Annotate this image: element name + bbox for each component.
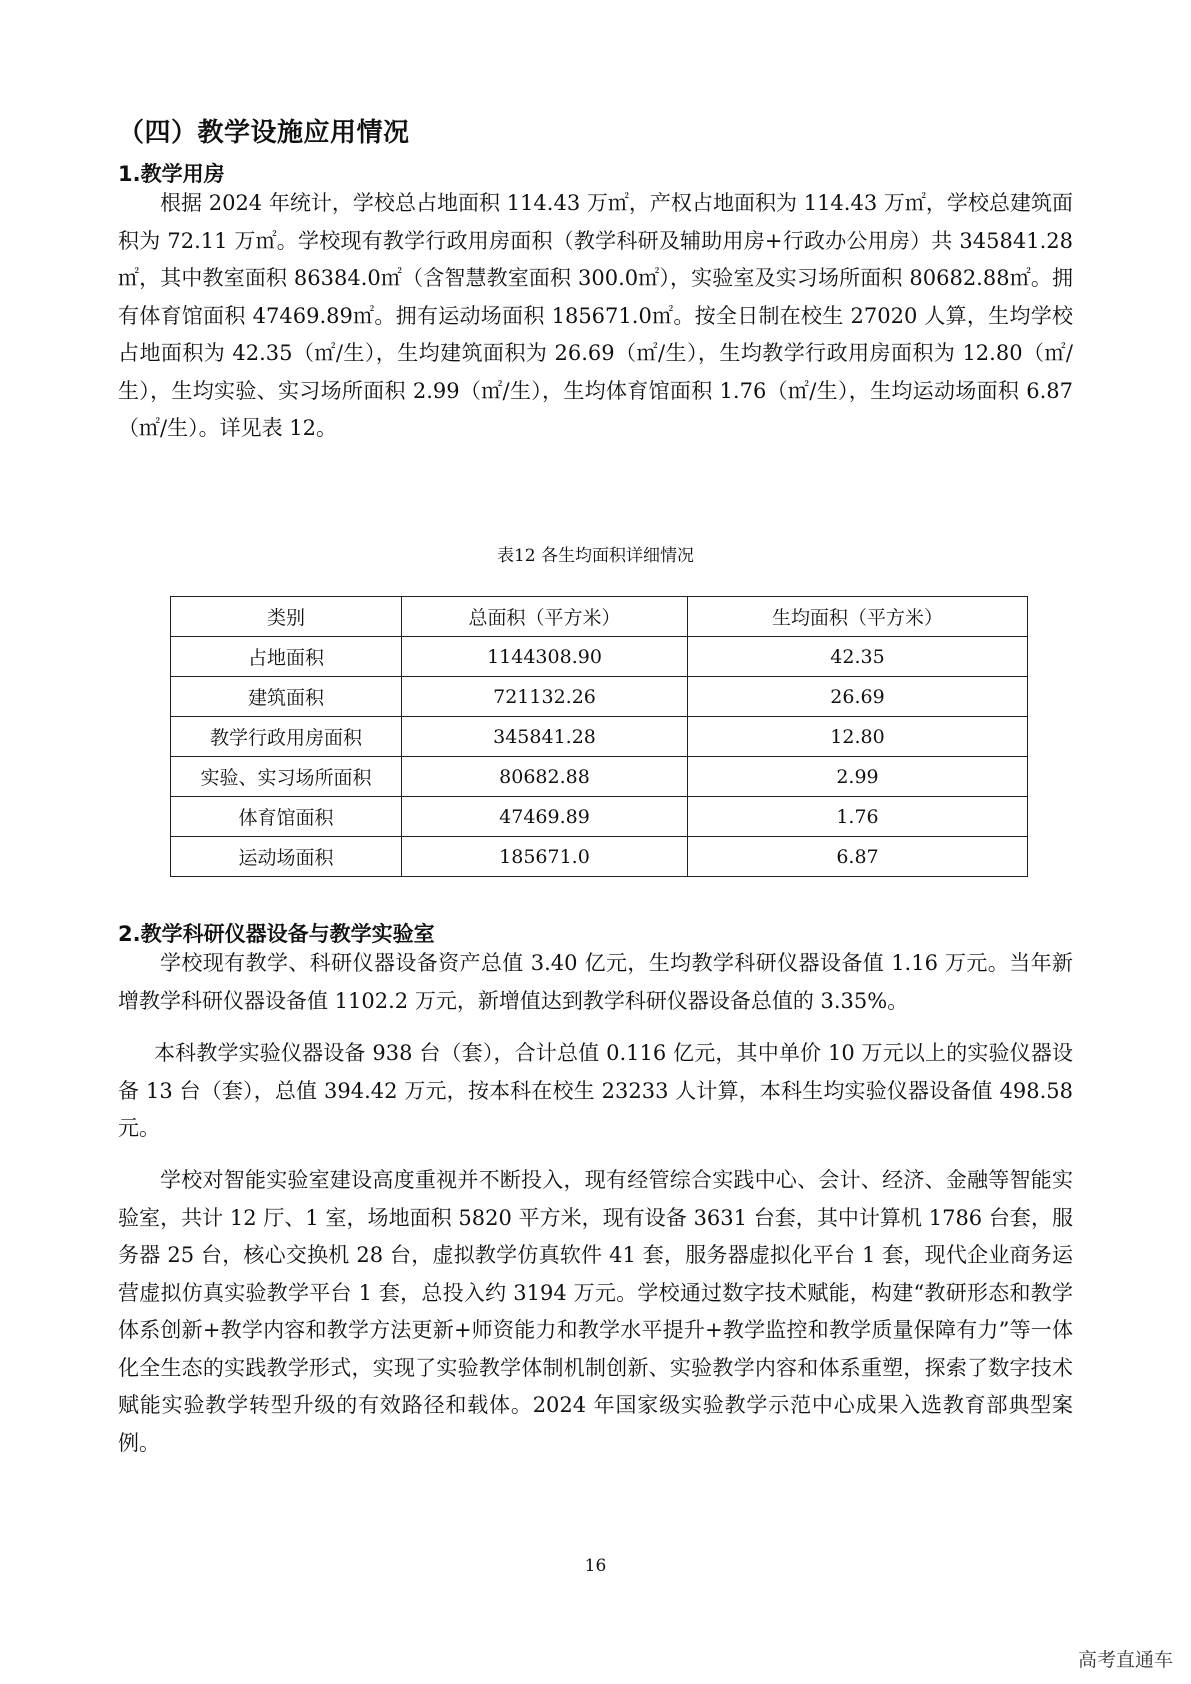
watermark: 高考直通车 (1077, 1649, 1173, 1671)
cell-category: 运动场面积 (171, 837, 402, 877)
cell-per-student-area: 12.80 (688, 717, 1028, 757)
cell-per-student-area: 1.76 (688, 797, 1028, 837)
table-row (171, 677, 1028, 717)
smart-labs-paragraph: 学校对智能实验室建设高度重视并不断投入，现有经管综合实践中心、会计、经济、金融等智能实验室，共计 12 厅、1 室，场地面积 5820 平方米，现有设备 3631 台套，其中计算机 1786 台套，服务器 25 台，核心交换机 28 台，虚拟教学仿真软件 41 套，服务器虚拟化平台 1 套，现代企业商务运营虚拟仿真实验教学平台 1 套，总投入约 3194 万元。学校通过数字技术赋能，构建“教研形态和教学体系创新+教学内容和教学方法更新+师资能力和教学水平提升+教学监控和教学质量保障有力”等一体化全生态的实践教学形式，实现了实验教学体制机制创新、实验教学内容和体系重塑，探索了数字技术赋能实验教学转型升级的有效路径和载体。2024 年国家级实验教学示范中心成果入选教育部典型案例。 (118, 1168, 1073, 1455)
cell-category: 占地面积 (171, 637, 402, 677)
table-row (171, 637, 1028, 677)
table-row (171, 837, 1028, 877)
cell-total-area: 185671.0 (402, 837, 688, 877)
header-category: 类别 (171, 597, 402, 637)
table-row (171, 757, 1028, 797)
cell-per-student-area: 6.87 (688, 837, 1028, 877)
subsection-heading-teaching-rooms: 1.教学用房 (118, 162, 225, 186)
table-header-row (171, 597, 1028, 637)
cell-per-student-area: 26.69 (688, 677, 1028, 717)
table-row (171, 797, 1028, 837)
cell-per-student-area: 42.35 (688, 637, 1028, 677)
cell-total-area: 47469.89 (402, 797, 688, 837)
page-number: 16 (584, 1556, 607, 1576)
equipment-value-paragraph: 学校现有教学、科研仪器设备资产总值 3.40 亿元，生均教学科研仪器设备值 1.16 万元。当年新增教学科研仪器设备值 1102.2 万元，新增值达到教学科研仪器设备总值的 3.35%。 (118, 951, 1073, 1013)
cell-total-area: 80682.88 (402, 757, 688, 797)
section-heading: （四）教学设施应用情况 (118, 118, 410, 148)
table-row (171, 717, 1028, 757)
undergrad-equipment-paragraph: 本科教学实验仪器设备 938 台（套），合计总值 0.116 亿元，其中单价 10 万元以上的实验仪器设备 13 台（套），总值 394.42 万元，按本科在校生 23233 人计算，本科生均实验仪器设备值 498.58 元。 (118, 1041, 1073, 1140)
cell-total-area: 1144308.90 (402, 637, 688, 677)
cell-total-area: 721132.26 (402, 677, 688, 717)
cell-category: 建筑面积 (171, 677, 402, 717)
table-caption: 表12 各生均面积详细情况 (496, 546, 695, 566)
header-per-student-area: 生均面积（平方米） (688, 597, 1028, 637)
cell-per-student-area: 2.99 (688, 757, 1028, 797)
cell-category: 体育馆面积 (171, 797, 402, 837)
area-per-student-table (170, 596, 1028, 877)
header-total-area: 总面积（平方米） (402, 597, 688, 637)
teaching-rooms-paragraph: 根据 2024 年统计，学校总占地面积 114.43 万㎡，产权占地面积为 114.43 万㎡，学校总建筑面积为 72.11 万㎡。学校现有教学行政用房面积（教学科研及辅助用房+行政办公用房）共 345841.28㎡，其中教室面积 86384.0㎡（含智慧教室面积 300.0㎡），实验室及实习场所面积 80682.88㎡。拥有体育馆面积 47469.89㎡。拥有运动场面积 185671.0㎡。按全日制在校生 27020 人算，生均学校占地面积为 42.35（㎡/生），生均建筑面积为 26.69（㎡/生），生均教学行政用房面积为 12.80（㎡/生），生均实验、实习场所面积 2.99（㎡/生），生均体育馆面积 1.76（㎡/生），生均运动场面积 6.87（㎡/生）。详见表 12。 (118, 191, 1073, 440)
cell-total-area: 345841.28 (402, 717, 688, 757)
subsection-heading-equipment-labs: 2.教学科研仪器设备与教学实验室 (118, 922, 435, 946)
cell-category: 实验、实习场所面积 (171, 757, 402, 797)
cell-category: 教学行政用房面积 (171, 717, 402, 757)
